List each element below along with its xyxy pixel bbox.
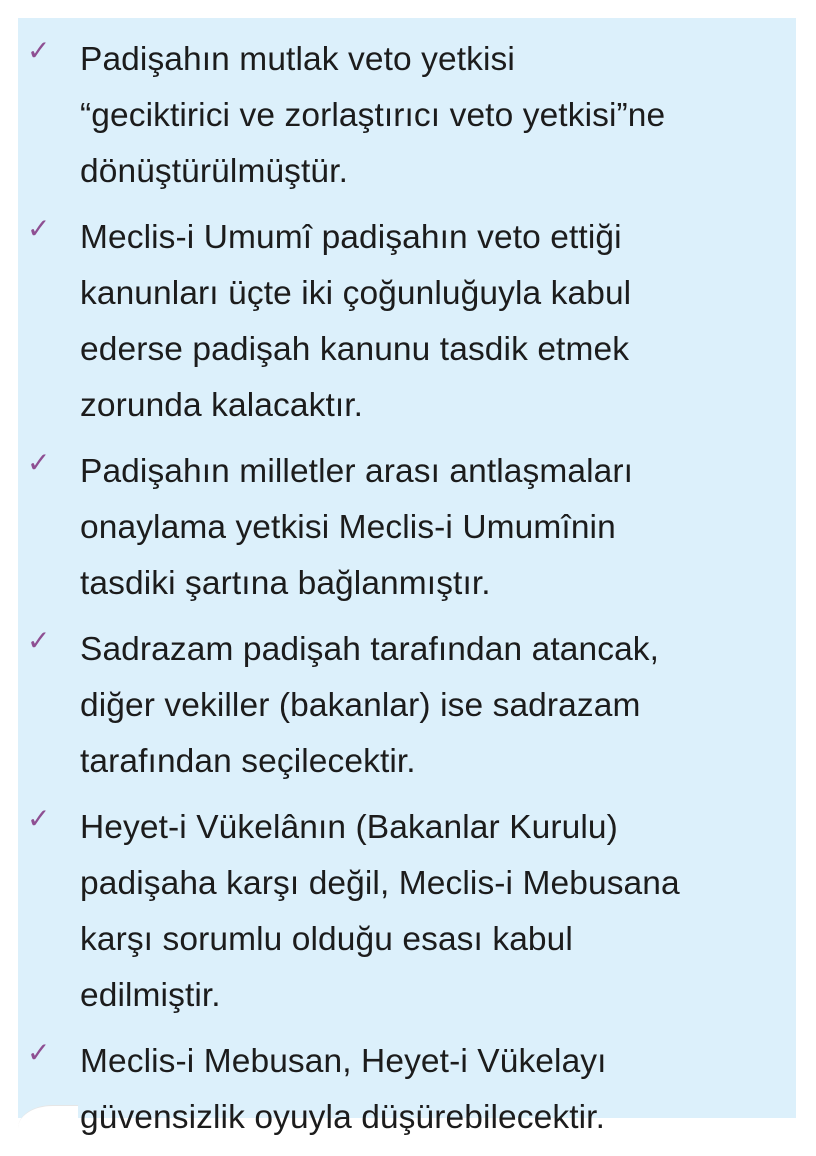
text-line: Sadrazam padişah tarafından atancak, [80,622,776,678]
list-item [18,800,796,1024]
check-icon: ✓ [27,1038,57,1068]
list-item [18,622,796,790]
list-item-text [80,210,776,434]
text-line: karşı sorumlu olduğu esası kabul [80,912,776,968]
list-item-text [80,32,776,200]
text-line: tasdiki şartına bağlanmıştır. [80,556,776,612]
text-line: zorunda kalacaktır. [80,378,776,434]
list-item [18,32,796,200]
text-line: Meclis-i Mebusan, Heyet-i Vükelayı [80,1034,776,1090]
list-item-text [80,444,776,612]
text-line: güvensizlik oyuyla düşürebilecektir. [80,1090,776,1146]
check-icon: ✓ [27,214,57,244]
text-line: tarafından seçilecektir. [80,734,776,790]
text-line: edilmiştir. [80,968,776,1024]
text-line: “geciktirici ve zorlaştırıcı veto yetkisi”ne [80,88,776,144]
check-icon: ✓ [27,804,57,834]
check-icon: ✓ [27,36,57,66]
text-line: onaylama yetkisi Meclis-i Umumînin [80,500,776,556]
list-item [18,210,796,434]
list-item-text [80,622,776,790]
check-icon: ✓ [27,626,57,656]
list-item [18,444,796,612]
text-line: Heyet-i Vükelânın (Bakanlar Kurulu) [80,800,776,856]
checklist [18,32,796,1156]
text-line: Padişahın mutlak veto yetkisi [80,32,776,88]
text-line: kanunları üçte iki çoğunluğuyla kabul [80,266,776,322]
list-item-text [80,1034,776,1146]
check-icon: ✓ [27,448,57,478]
text-line: Padişahın milletler arası antlaşmaları [80,444,776,500]
list-item [18,1034,796,1146]
info-panel [18,18,796,1118]
text-line: diğer vekiller (bakanlar) ise sadrazam [80,678,776,734]
text-line: padişaha karşı değil, Meclis-i Mebusana [80,856,776,912]
text-line: Meclis-i Umumî padişahın veto ettiği [80,210,776,266]
text-line: dönüştürülmüştür. [80,144,776,200]
list-item-text [80,800,776,1024]
text-line: ederse padişah kanunu tasdik etmek [80,322,776,378]
